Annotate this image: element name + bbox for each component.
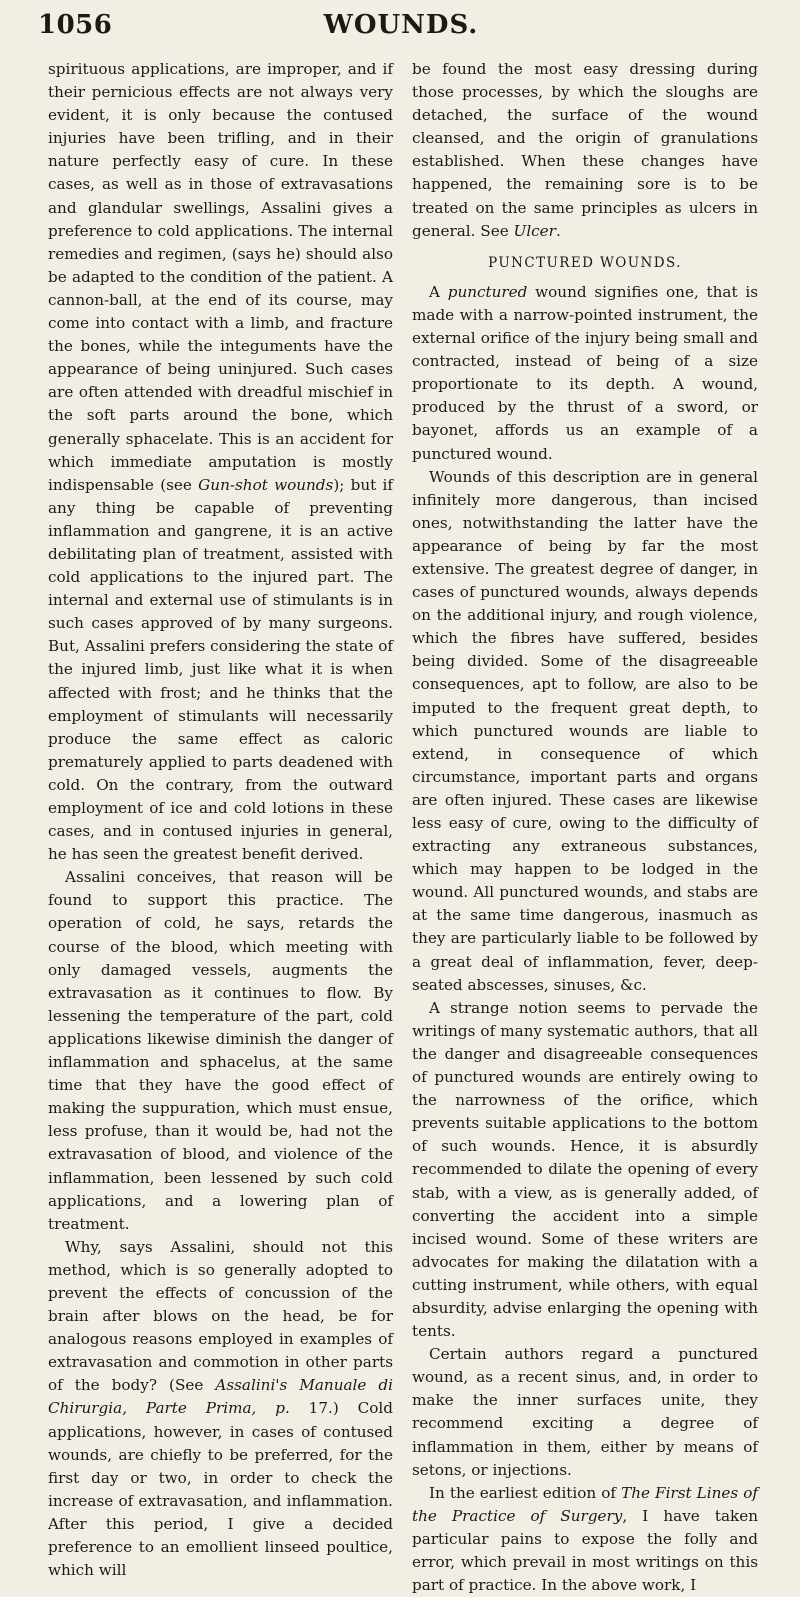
cross-reference: Gun-shot wounds: [198, 475, 334, 494]
paragraph: A strange notion seems to pervade the writings of many systematic authors, that all the danger and disagreeable consequences of punctured wounds are entirely owing to the narrowness of the orifice, which prevents suitable applications to the bottom of such wounds. Hence, it is absurdly recommended to dilate the opening of every stab, with a view, as is generally added, of converting the accident into a simple incised wound. Some of these writers are advocates for making the dilatation with a cutting instrument, while others, with equal absurdity, advise enlarging the opening with tents.: [412, 998, 758, 1341]
page-header: [38, 10, 764, 52]
page-number: 1056: [38, 10, 113, 40]
paragraph: Why, says Assalini, should not this method, which is so generally adopted to prevent the effects of concussion of the brain after blows on the head, be for analogous reasons employed in examples of extravasation and commotion in other parts of the body? (See Assalini's Manuale di Chirurgia, Parte Prima, p. 17.) Cold applications, however, in cases of contused wounds, are chiefly to be preferred, for the first day or two, in order to check the increase of extravasation, and inflammation. After this period, I give a decided preference to an emollient linseed poultice, which will: [48, 1237, 393, 1580]
paragraph: In the earliest edition of The First Lines of the Practice of Surgery, I have taken particular pains to expose the folly and error, which prevail in most writings on this part of practice. In the above work, I: [412, 1483, 758, 1595]
paragraph: Wounds of this description are in general infinitely more dangerous, than incised ones, notwithstanding the latter have the appearance of being by far the most extensive. The greatest degree of danger, in cases of punctured wounds, always depends on the additional injury, and rough violence, which the fibres have suffered, besides being divided. Some of the disagreeable consequences, apt to follow, are also to be imputed to the frequent great depth, to which punctured wounds are liable to extend, in consequence of which circumstance, important parts and organs are often injured. These cases are likewise less easy of cure, owing to the difficulty of extracting any extraneous substances, which may happen to be lodged in the wound. All punctured wounds, and stabs are at the same time dangerous, inasmuch as they are particularly liable to be followed by a great deal of inflammation, fever, deep-seated abscesses, sinuses, &c.: [412, 467, 758, 994]
emphasis: punctured: [447, 282, 528, 301]
paragraph: spirituous applications, are improper, and if their pernicious effects are not always very evident, it is only because the contused injuries have been trifling, and in their nature perfectly easy of cure. In these cases, as well as in those of extravasations and glandular swellings, Assalini gives a preference to cold applications. The internal remedies and regimen, (says he) should also be adapted to the condition of the patient. A cannon-ball, at the end of its course, may come into contact with a limb, and fracture the bones, while the integuments have the appearance of being uninjured. Such cases are often attended with dreadful mischief in the soft parts around the bone, which generally sphacelate. This is an accident for which immediate amputation is mostly indispensable (see Gun-shot wounds); but if any thing be capable of preventing inflammation and gangrene, it is an active debilitating plan of treatment, assisted with cold applications to the injured part. The internal and external use of stimulants is in such cases approved of by many surgeons. But, Assalini prefers considering the state of the injured limb, just like what it is when affected with frost; and he thinks that the employment of stimulants will necessarily produce the same effect as caloric prematurely applied to parts deadened with cold. On the contrary, from the outward employment of ice and cold lotions in these cases, and in contused injuries in general, he has seen the greatest benefit derived.: [48, 60, 393, 864]
running-head: WOUNDS.: [323, 10, 479, 40]
paragraph: Certain authors regard a punctured wound, as a recent sinus, and, in order to make the inner surfaces unite, they recommend exciting a degree of inflammation in them, either by means of setons, or injections.: [412, 1345, 758, 1479]
section-heading: PUNCTURED WOUNDS.: [488, 254, 682, 271]
paragraph: Assalini conceives, that reason will be found to support this practice. The operation of cold, he says, retards the course of the blood, which meeting with only damaged vessels, augments the extravasation as it continues to flow. By lessening the temperature of the part, cold applications likewise diminish the danger of inflammation and sphacelus, at the same time that they have the good effect of making the suppuration, which must ensue, less profuse, than it would be, had not the extravasation of blood, and violence of the inflammation, been lessened by such cold applications, and a lowering plan of treatment.: [48, 868, 393, 1233]
right-column: [412, 58, 758, 1597]
cross-reference: Ulcer: [513, 221, 556, 240]
book-title: The First Lines of the Practice of Surgery: [412, 1483, 758, 1525]
paragraph: A punctured wound signifies one, that is made with a narrow-pointed instrument, the external orifice of the injury being small and contracted, instead of being of a size proportionate to its depth. A wound, produced by the thrust of a sword, or bayonet, affords us an example of a punctured wound.: [412, 282, 758, 463]
paragraph: be found the most easy dressing during those processes, by which the sloughs are detached, the surface of the wound cleansed, and the origin of granulations established. When these changes have happened, the remaining sore is to be treated on the same principles as ulcers in general. See Ulcer.: [412, 60, 758, 240]
citation: Assalini's Manuale di Chirurgia, Parte Prima, p.: [48, 1376, 393, 1418]
left-column: [48, 58, 393, 1582]
